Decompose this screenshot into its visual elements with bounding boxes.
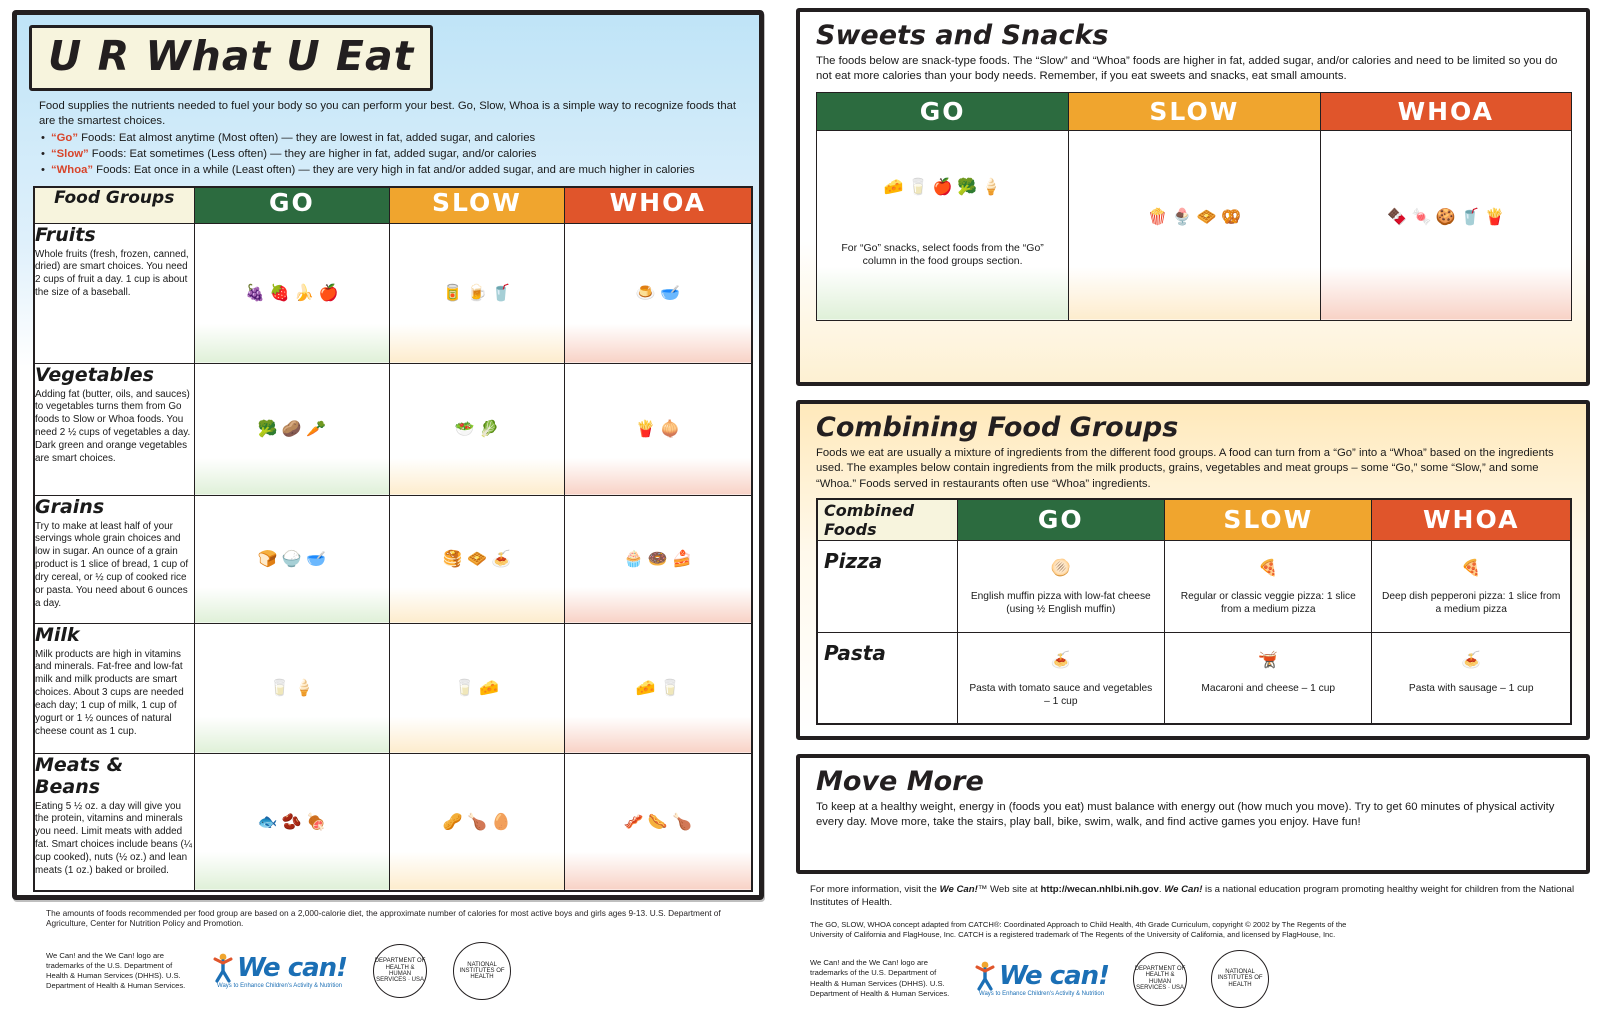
snacks-header-whoa: WHOA <box>1320 92 1571 130</box>
hhs-seal-text: DEPARTMENT OF HEALTH & HUMAN SERVICES · USA <box>1134 966 1186 991</box>
poster-title-box <box>29 25 433 91</box>
snacks-go-note: For “Go” snacks, select foods from the “Go” column in the food groups section. <box>841 241 1044 268</box>
sweets-title: Sweets and Snacks <box>816 20 1109 51</box>
pasta-icon-go: 🍝 <box>1050 651 1071 669</box>
group-cell-grains <box>34 495 194 623</box>
right-trademark-text: We Can! and the We Can! logo are trademarks of the U.S. Department of Health & Human Services (DHHS). U.S. Department of Health & Human Services. <box>810 958 950 998</box>
nih-seal-text: NATIONAL INSTITUTES OF HEALTH <box>459 961 505 981</box>
bullet-whoa <box>39 163 743 178</box>
table-row <box>34 753 752 891</box>
info-period: . <box>1158 884 1165 895</box>
group-name: Grains <box>35 495 105 518</box>
fruit-icons-whoa: 🍮 🥣 <box>635 285 680 303</box>
table-row <box>34 623 752 753</box>
milk-icons-slow: 🥛 🧀 <box>454 680 500 698</box>
pasta-icon-whoa: 🍝 <box>1461 651 1482 669</box>
group-cell-milk <box>34 623 194 753</box>
combined-row-label-pizza: Pizza <box>817 540 957 632</box>
grain-icons-whoa: 🧁 🍩 🍰 <box>623 551 693 569</box>
meat-icons-whoa: 🥓 🌭 🍗 <box>623 813 693 831</box>
combined-caption: Regular or classic veggie pizza: 1 slice from a medium pizza <box>1180 590 1356 615</box>
poster-footnote: The amounts of foods recommended per food group are based on a 2,000-calorie diet, the approximate number of calories for most active boys and girls ages 9-13. U.S. Department of Agriculture, Center for Nutrition Policy and Promotion. <box>46 908 721 928</box>
sweets-and-snacks-card <box>796 8 1590 386</box>
intro-paragraph: Food supplies the nutrients needed to fuel your body so you can perform your best. Go, Slow, Whoa is a simple way to recognize foods that are the smartest choices. <box>39 100 737 128</box>
sweets-body <box>800 12 1586 331</box>
right-logo-row <box>810 950 1590 1008</box>
bullet-slow-text: Foods: Eat sometimes (Less often) — they are higher in fat, added sugar, and/or calories <box>88 148 537 161</box>
wecan-logo <box>212 953 347 989</box>
move-more-card <box>796 754 1590 874</box>
vegetable-icons-go: 🥦 🥔 🥕 <box>257 421 327 439</box>
move-more-text: To keep at a healthy weight, energy in (foods you eat) must balance with energy out (how much you move). Try to get 60 minutes of physical activity every day. Move more, take the stairs, play ball, bike, swim, walk, and find active games you enjoy. Have fun! <box>816 801 1555 829</box>
group-description: Eating 5 ½ oz. a day will give you the protein, vitamins and minerals you need. Limit meats with added fat. Smart choices include beans (¼ cup cooked), nuts (½ oz.) and lean meats (1 oz.) baked or broiled. <box>35 800 192 876</box>
info-suffix: is a national education program promoting healthy weight for children from the National Institutes of Health. <box>810 884 1575 908</box>
wecan-logo-text: We can! <box>237 953 348 983</box>
combined-cell-pasta-go <box>957 632 1165 724</box>
snack-icons-slow: 🍿 🍨 🧇 🥨 <box>1147 208 1241 226</box>
food-art-milk-whoa <box>564 623 752 753</box>
snacks-cell-whoa <box>1320 130 1571 320</box>
group-description: Adding fat (butter, oils, and sauces) to vegetables turns them from Go foods to Slow or Whoa foods. You need 2 ½ cups of vegetables a day. Dark green and orange vegetables are smart choices. <box>35 388 191 464</box>
food-art-meats-whoa <box>564 753 752 891</box>
group-name: Milk <box>35 623 80 646</box>
wecan-figure-icon <box>974 961 996 991</box>
catch-credit: The GO, SLOW, WHOA concept adapted from CATCH®: Coordinated Approach to Child Health, 4th Grade Curriculum, copyright © 2002 by The Regents of the University of California and FlagHouse, Inc. CATCH is a registered trademark of The Regents of the University of California, and licensed by FlagHouse, Inc. <box>810 919 1347 939</box>
info-prefix: For more information, visit the <box>810 884 940 895</box>
left-panel <box>0 0 790 1035</box>
group-cell-fruits <box>34 223 194 363</box>
combined-header-row <box>817 499 1571 541</box>
snack-icons-go: 🧀 🥛 🍎 🥦 🍦 <box>883 178 1002 196</box>
food-art-meats-go <box>194 753 390 891</box>
snacks-cell-slow <box>1069 130 1320 320</box>
food-art-milk-slow <box>390 623 564 753</box>
snacks-header-slow: SLOW <box>1069 92 1320 130</box>
wecan-figure-icon <box>212 953 234 983</box>
move-more-body <box>800 758 1586 841</box>
table-row <box>34 495 752 623</box>
wecan-tagline: Ways to Enhance Children's Activity & Nutrition <box>217 983 342 989</box>
combining-food-groups-card <box>796 400 1590 740</box>
wecan-tagline: Ways to Enhance Children's Activity & Nutrition <box>979 990 1104 997</box>
pizza-icon-whoa: 🍕 <box>1461 559 1482 577</box>
hhs-seal-icon <box>373 944 427 998</box>
combined-foods-table <box>816 498 1572 726</box>
grain-icons-slow: 🥞 🧇 🍝 <box>442 551 512 569</box>
wecan-logo-right <box>974 961 1109 997</box>
column-header-whoa: WHOA <box>564 187 752 223</box>
bullet-go-keyword: “Go” <box>51 132 78 145</box>
hhs-seal-text: DEPARTMENT OF HEALTH & HUMAN SERVICES · USA <box>374 958 426 984</box>
combined-cell-pasta-slow <box>1165 632 1372 724</box>
food-art-fruits-slow <box>390 223 564 363</box>
table-header-row <box>34 187 752 223</box>
wecan-logo-text: We can! <box>999 960 1110 991</box>
meat-icons-slow: 🥜 🍗 🥚 <box>442 813 512 831</box>
group-name: Fruits <box>35 223 96 246</box>
move-more-title: Move More <box>816 766 984 797</box>
combined-caption: English muffin pizza with low-fat cheese (using ½ English muffin) <box>970 590 1151 615</box>
vegetable-icons-whoa: 🍟 🧅 <box>635 421 680 439</box>
snacks-table <box>816 92 1572 321</box>
bullet-go <box>39 131 743 146</box>
pizza-icon-go: 🫓 <box>1050 559 1071 577</box>
nih-seal-icon <box>1211 950 1269 1008</box>
table-row <box>34 363 752 495</box>
column-header-slow: SLOW <box>390 187 564 223</box>
group-cell-meats-beans <box>34 753 194 891</box>
group-name: Vegetables <box>35 363 154 386</box>
combining-body <box>800 404 1586 735</box>
info-url-link[interactable]: http://wecan.nhlbi.nih.gov <box>1040 884 1159 895</box>
combined-row-label-pasta: Pasta <box>817 632 957 724</box>
combined-cell-pizza-slow <box>1165 540 1372 632</box>
pasta-icon-slow: 🫕 <box>1258 651 1279 669</box>
grain-icons-go: 🍞 🍚 🥣 <box>257 551 327 569</box>
combined-caption: Pasta with sausage – 1 cup <box>1408 682 1534 694</box>
food-art-grains-go <box>194 495 390 623</box>
food-groups-table <box>33 186 753 892</box>
meat-icons-go: 🐟 🫘 🍖 <box>257 813 327 831</box>
group-description: Milk products are high in vitamins and minerals. Fat-free and low-fat milk and milk products are smart choices. About 3 cups are needed each day; 1 cup of milk, 1 cup of yogurt or 1 ½ ounces of natural cheese count as 1 cup. <box>35 648 184 737</box>
food-art-milk-go <box>194 623 390 753</box>
food-art-fruits-whoa <box>564 223 752 363</box>
combined-header-go: GO <box>957 499 1165 541</box>
hhs-seal-icon <box>1133 952 1187 1006</box>
group-cell-vegetables <box>34 363 194 495</box>
table-row <box>817 632 1571 724</box>
food-art-fruits-go <box>194 223 390 363</box>
snacks-header-go: GO <box>817 92 1069 130</box>
combined-cell-pizza-go <box>957 540 1165 632</box>
main-poster <box>12 10 764 900</box>
food-art-meats-slow <box>390 753 564 891</box>
bullet-slow-keyword: “Slow” <box>51 148 89 161</box>
combined-caption: Pasta with tomato sauce and vegetables – 1 cup <box>969 682 1153 707</box>
food-art-vegetables-go <box>194 363 390 495</box>
column-header-go: GO <box>194 187 390 223</box>
table-row <box>817 540 1571 632</box>
left-trademark-text: We Can! and the We Can! logo are trademarks of the U.S. Department of Health & Human Services (DHHS). U.S. Department of Health & Human Services. <box>46 950 186 991</box>
group-description: Whole fruits (fresh, frozen, canned, dried) are smart choices. You need 2 cups of fruit a day. 1 cup is about the size of a baseball. <box>35 248 189 299</box>
food-art-vegetables-whoa <box>564 363 752 495</box>
info-mid: ™ Web site at <box>977 884 1041 895</box>
combined-cell-pasta-whoa <box>1372 632 1571 724</box>
bullet-go-text: Foods: Eat almost anytime (Most often) — they are lowest in fat, added sugar, and calories <box>78 132 536 145</box>
intro-bullets <box>39 131 743 178</box>
sweets-text: The foods below are snack-type foods. The “Slow” and “Whoa” foods are higher in fat, added sugar, and/or calories and need to be limited so you do not eat more calories than your body needs. Remember, if you eat sweets and snacks, eat small amounts. <box>816 55 1558 83</box>
nih-seal-icon <box>453 942 511 1000</box>
combined-header-slow: SLOW <box>1165 499 1372 541</box>
bullet-whoa-text: Foods: Eat once in a while (Least often) — they are very high in fat and/or added sugar, and are much higher in calories <box>93 164 695 177</box>
left-logo-row <box>46 942 782 1000</box>
snack-icons-whoa: 🍫 🍬 🍪 🥤 🍟 <box>1387 208 1505 226</box>
pizza-icon-slow: 🍕 <box>1258 559 1279 577</box>
nih-seal-text: NATIONAL INSTITUTES OF HEALTH <box>1217 969 1263 988</box>
food-groups-header-label: Food Groups <box>54 188 175 209</box>
vegetable-icons-slow: 🥗 🥬 <box>454 421 500 439</box>
group-description: Try to make at least half of your servings whole grain choices and low in sugar. An ounce of a grain product is 1 slice of bread, 1 cup of dry cereal, or ½ cup of cooked rice or pasta. You need about 6 ounces a day. <box>35 520 189 609</box>
combined-cell-pizza-whoa <box>1372 540 1571 632</box>
table-row <box>34 223 752 363</box>
intro-section <box>17 91 759 178</box>
snacks-content-row <box>817 130 1572 320</box>
page-title: U R What U Eat <box>48 32 415 80</box>
info-brand-2: We Can! <box>1164 884 1203 895</box>
bullet-slow <box>39 147 743 162</box>
right-panel <box>790 0 1600 1035</box>
info-brand: We Can! <box>939 884 978 895</box>
combined-caption: Deep dish pepperoni pizza: 1 slice from a medium pizza <box>1382 590 1561 615</box>
more-information-line <box>810 884 1584 910</box>
bullet-whoa-keyword: “Whoa” <box>51 164 94 177</box>
combined-header-whoa: WHOA <box>1372 499 1571 541</box>
food-art-grains-whoa <box>564 495 752 623</box>
combined-foods-header: Combined Foods <box>817 499 957 541</box>
food-art-vegetables-slow <box>390 363 564 495</box>
fruit-icons-slow: 🥫 🍺 🥤 <box>442 285 512 303</box>
milk-icons-whoa: 🧀 🥛 <box>635 680 680 698</box>
fruit-icons-go: 🍇 🍓 🍌 🍎 <box>245 285 339 303</box>
food-art-grains-slow <box>390 495 564 623</box>
combining-text: Foods we eat are usually a mixture of ingredients from the different food groups. A food can turn from a “Go” into a “Whoa” based on the ingredients used. The examples below contain ingredients from the milk products, grains, vegetables and meat groups – some “Go,” some “Slow,” and some “Whoa.” Foods served in restaurants often use “Whoa” ingredients. <box>816 447 1554 490</box>
combining-title: Combining Food Groups <box>816 412 1179 443</box>
food-groups-header <box>34 187 194 223</box>
snacks-cell-go <box>817 130 1069 320</box>
milk-icons-go: 🥛 🍦 <box>269 680 315 698</box>
snacks-header-row <box>817 92 1572 130</box>
group-name: Meats & Beans <box>35 753 124 798</box>
combined-caption: Macaroni and cheese – 1 cup <box>1201 682 1336 694</box>
